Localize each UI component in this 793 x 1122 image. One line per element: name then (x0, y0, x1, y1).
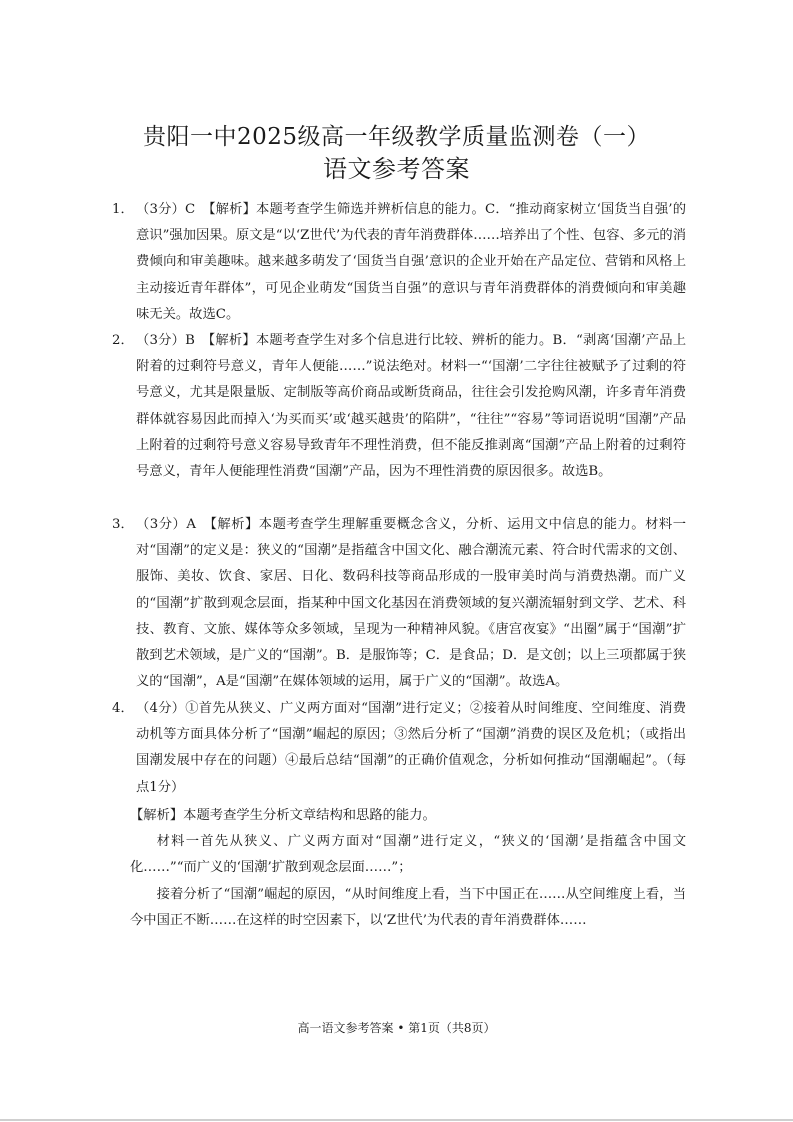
answer-item-3 (112, 512, 686, 695)
answer-text: （4分）①首先从狭义、广义两方面对“国潮”进行定义；②接着从时间维度、空间维度、消费动机等方面具体分析了“国潮”崛起的原因；③然后分析了“国潮”消费的误区及危机；（或指出国潮发展中存在的问题）④最后总结“国潮”的正确价值观念，分析如何推动“国潮崛起”。（每点1分） (136, 701, 686, 795)
analysis-paragraph: 接着分析了“国潮”崛起的原因，“从时间维度上看，当下中国正在……从空间维度上看，当今中国正不断……在这样的时空因素下，以‘Z世代’为代表的青年消费群体…… (130, 886, 686, 928)
answer-item-4 (112, 696, 686, 801)
document-subtitle: 语文参考答案 (323, 155, 470, 183)
answer-text: （3分）B 【解析】本题考查学生对多个信息进行比较、辨析的能力。B．“剥离‘国潮’产品上附着的过剩符号意义，青年人便能……”说法绝对。材料一“‘国潮’二字往往被赋予了过剩的符号意义，尤其是限量版、定制版等高价商品或断货商品，往往会引发抢购风潮，许多青年消费群体就容易因此而掉入‘为买而买’或‘越买越贵’的陷阱”，“往往”“容易”等词语说明“国潮”产品上附着的过剩符号意义容易导致青年不理性消费，但不能反推剥离“国潮”产品上附着的过剩符号意义，青年人便能理性消费“国潮”产品，因为不理性消费的原因很多。故选B。 (136, 333, 686, 480)
page-footer: 高一语文参考答案 • 第1页（共8页） (297, 1021, 496, 1035)
answer-item-2 (112, 328, 686, 485)
analysis-block (130, 803, 686, 934)
answer-text: （3分）C 【解析】本题考查学生筛选并辨析信息的能力。C．“推动商家树立‘国货当自强’的意识”强加因果。原文是“以‘Z世代’为代表的青年消费群体……培养出了个性、包容、多元的消费倾向和审美趣味。越来越多萌发了‘国货当自强’意识的企业开始在产品定位、营销和风格上主动接近青年群体”，可见企业萌发“国货当自强”的意识与青年消费群体的消费倾向和审美趣味无关。故选C。 (136, 202, 686, 322)
bottom-divider (0, 1119, 793, 1121)
answer-item-1 (112, 197, 686, 328)
analysis-heading: 【解析】本题考查学生分析文章结构和思路的能力。 (130, 808, 436, 823)
answer-number: 3． (112, 517, 134, 532)
answer-number: 2． (112, 333, 134, 348)
answer-text: （3分）A 【解析】本题考查学生理解重要概念含义，分析、运用文中信息的能力。材料一对“国潮”的定义是：狭义的“国潮”是指蕴含中国文化、融合潮流元素、符合时代需求的文创、服饰、美妆、饮食、家居、日化、数码科技等商品形成的一股审美时尚与消费热潮。而广义的“国潮”扩散到观念层面，指某种中国文化基因在消费领域的复兴潮流辐射到文学、艺术、科技、教育、文旅、媒体等众多领域，呈现为一种精神风貌。《唐宫夜宴》“出圈”属于“国潮”扩散到艺术领域，是广义的“国潮”。B．是服饰等；C．是食品；D．是文创；以上三项都属于狭义的“国潮”，A是“国潮”在媒体领域的运用，属于广义的“国潮”。故选A。 (136, 517, 686, 690)
answer-number: 4． (112, 701, 134, 716)
answer-number: 1． (112, 202, 134, 217)
analysis-paragraph: 材料一首先从狭义、广义两方面对“国潮”进行定义，“狭义的‘国潮’是指蕴含中国文化……”“而广义的‘国潮’扩散到观念层面……”； (130, 834, 686, 876)
document-title: 贵阳一中2025级高一年级教学质量监测卷（一） (142, 124, 651, 150)
